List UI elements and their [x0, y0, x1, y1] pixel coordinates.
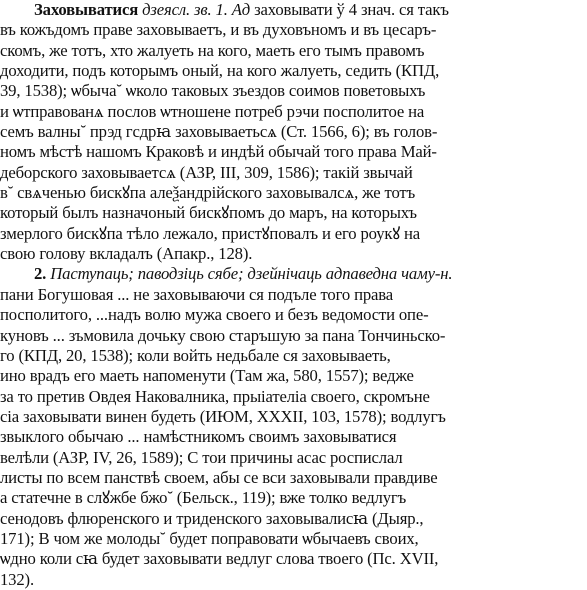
sense2-line: листы по всем панствѣ своем, абы се вси заховывали правдиве [0, 467, 438, 487]
sense1-first-line-text: заховывати ў 4 знач. ся такъ [250, 0, 449, 19]
sense1-first-line [0, 0, 587, 20]
sense2-line: сіа заховывати винен будеть (ИЮМ, XXXII, 103, 1578); водлугъ [0, 406, 446, 426]
sense1-line: скомъ, же тотъ, хто жалуеть на кого, маеть его тымъ правомъ [0, 40, 425, 60]
headword: Заховыватися [34, 0, 139, 19]
sense1-line: змерлого бискꙋпа тѣло лежало, пристꙋповалъ и его роукꙋ на [0, 223, 421, 243]
sense1-line: свою голову вкладалъ (Апакр., 128). [0, 244, 253, 264]
sense2-line: посполитого, ...надъ волю мужа своего и безъ ведомости опе- [0, 305, 429, 325]
sense1-line: номъ мѣстѣ нашомъ Краковѣ и индѣй обычай того права Май- [0, 142, 437, 162]
part-of-speech: дзеясл. зв. 1. [142, 0, 228, 19]
sense1-line: 39, 1538); ѡбыча˘ ѡколо таковых зъездов соимов поветовыхъ [0, 81, 426, 101]
sense2-line: ино врадъ его маеть напоменути (Там жа, 580, 1557); ведже [0, 366, 414, 386]
sense2-line: куновъ ... зъмовила дочьку свою старъшую за пана Тончиньско- [0, 325, 446, 345]
sense2-line: ѡдно коли сꙗ будет заховывати ведлуг слова твоего (Пс. XVII, [0, 549, 439, 569]
sense2-line: звыклого обычаю ... намѣстникомъ своимъ заховыватися [0, 427, 397, 447]
sense1-line: который былъ назначоный бискꙋпомъ до маръ, на которыхъ [0, 203, 417, 223]
sense2-line: 171); В чом же молоды˘ будет поправовати ѡбычаевъ своих, [0, 528, 419, 548]
sense1-line: семъ валны˘ прэд гсдрꙗ заховываетьсѧ (Ст. 1566, 6); въ голов- [0, 122, 438, 142]
sense2-line: 132). [0, 569, 34, 589]
sense1-line: въ кожъдомъ праве заховываетъ, и въ духовъномъ и въ цесаръ- [0, 20, 437, 40]
sense2-line: пани Богушовая ... не заховываючи ся подъле того права [0, 284, 394, 304]
sense2-line: а статечне в слꙋжбе бжо˘ (Бельск., 119); вже толко ведлугъ [0, 488, 407, 508]
sense1-line: и ѡтправованѧ послов ѡтношене потреб рэчи посполитое на [0, 101, 425, 121]
sense1-line: доходити, подъ которымъ оный, на кого жалуеть, седить (КПД, [0, 61, 440, 81]
sense2-line: сенодовъ флюренского и триденского заховывалисꙗ (Дыяр., [0, 508, 424, 528]
sense2-gloss: Паступаць; паводзіць сябе; дзейнічаць адпаведна чаму-н. [50, 264, 453, 284]
sense2-line: го (КПД, 20, 1538); коли войть недьбале ся заховываеть, [0, 345, 391, 365]
sense2-number: 2. [34, 264, 47, 284]
sense1-line: в˘ свѧченью бискꙋпа алеѯандрійского заховывалсѧ, же тотъ [0, 183, 416, 203]
sense1-ref-word: Ад [231, 0, 251, 19]
sense1-line: деборского заховываетсѧ (АЗР, III, 309, 1586); такій звычай [0, 162, 413, 182]
sense2-line: велѣли (АЗР, IV, 26, 1589); С тои причины асас роспислал [0, 447, 403, 467]
sense2-first-line [0, 264, 587, 284]
sense2-line: за то претив Овдея Наковалника, прыіателіа своего, скромъне [0, 386, 430, 406]
